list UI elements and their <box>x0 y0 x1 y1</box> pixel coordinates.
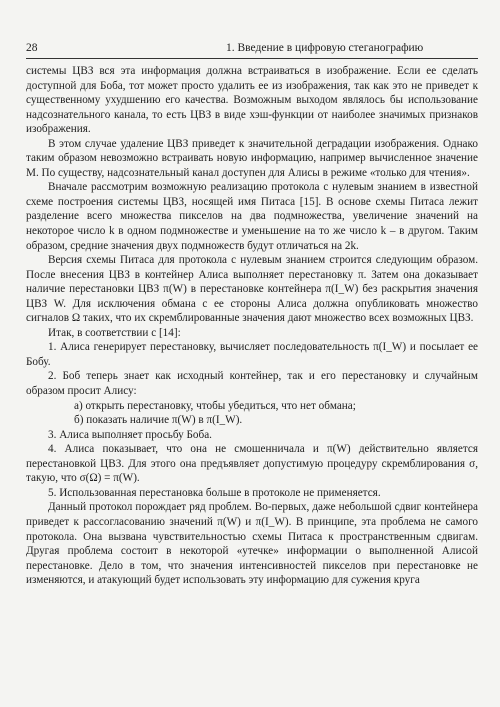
paragraph: В этом случае удаление ЦВЗ приведет к значительной деградации изображения. Однако таким образом невозможно встраивать новую информацию, например вычисленное значение M. По существу, надсознательный канал доступен для Алисы в режиме «только для чтения». <box>26 137 478 179</box>
list-item: б) показать наличие π(W) в π(I_W). <box>74 414 243 427</box>
list-item: 1. Алиса генерирует перестановку, вычисляет последовательность π(I_W) и посылает ее Бобу. <box>26 341 478 368</box>
list-item: 3. Алиса выполняет просьбу Боба. <box>48 428 212 441</box>
paragraph: Версия схемы Питаса для протокола с нулевым знанием строится следующим образом. После внесения ЦВЗ в контейнер Алиса выполняет перестановку π. Затем она доказывает наличие перестановки ЦВЗ π(W) в перестановке контейнера π(I_W) без раскрытия значения ЦВЗ W. Для исключения обмана с ее стороны Алиса должна опубликовать множество сигналов Ω таких, что их скремблированные значения дают множество всех возможных ЦВЗ. <box>26 254 478 325</box>
list-item: 2. Боб теперь знает как исходный контейнер, так и его перестановку и случайным образом просит Алису: <box>26 370 478 398</box>
running-header <box>26 42 478 59</box>
paragraph: Данный протокол порождает ряд проблем. Во-первых, даже небольшой сдвиг контейнера приведет к рассогласованию значений π(W) и π(I_W). В принципе, эта проблема не самого протокола. Она вызвана чувствительностью схемы Питаса к пространственным сдвигам. Другая проблема состоит в некоторой «утечке» информации о выполненной Алисой перестановке. Дело в том, что значения интенсивностей пикселов при перестановке не изменяются, и атакующий будет использовать эту информацию для сужения круга <box>26 501 478 587</box>
paragraph: Вначале рассмотрим возможную реализацию протокола с нулевым знанием в известной схеме построения системы ЦВЗ, носящей имя Питаса [15]. В основе схемы Питаса лежит разделение всего множества пикселов на два подмножества, увеличение значений на некоторое число k в одном подмножестве и уменьшение на то же число k – в другом. Таким образом, средние значения двух подмножеств будут отличаться на 2k. <box>26 181 478 252</box>
chapter-title: 1. Введение в цифровую стеганографию <box>226 42 424 54</box>
list-item: 5. Использованная перестановка больше в протоколе не применяется. <box>48 486 381 499</box>
list-item: 4. Алиса показывает, что она не смошенничала и π(W) действительно является перестановкой ЦВЗ. Для этого она предъявляет допустимую процедуру скремблирования σ, такую, что σ(Ω) = π(W). <box>26 443 478 485</box>
page-number: 28 <box>26 42 38 54</box>
paragraph: Итак, в соответствии с [14]: <box>48 326 181 339</box>
page-body <box>26 64 478 588</box>
list-item: а) открыть перестановку, чтобы убедиться, что нет обмана; <box>74 399 356 412</box>
paragraph: системы ЦВЗ вся эта информация должна встраиваться в изображение. Если ее сделать доступной для Боба, тот может просто удалить ее из изображения, так как это не приведет к существенному ухудшению его качества. Возможным выходом являлось бы использование надсознательного канала, то есть ЦВЗ в виде хэш-функции от наиболее значимых признаков изображения. <box>26 65 478 136</box>
